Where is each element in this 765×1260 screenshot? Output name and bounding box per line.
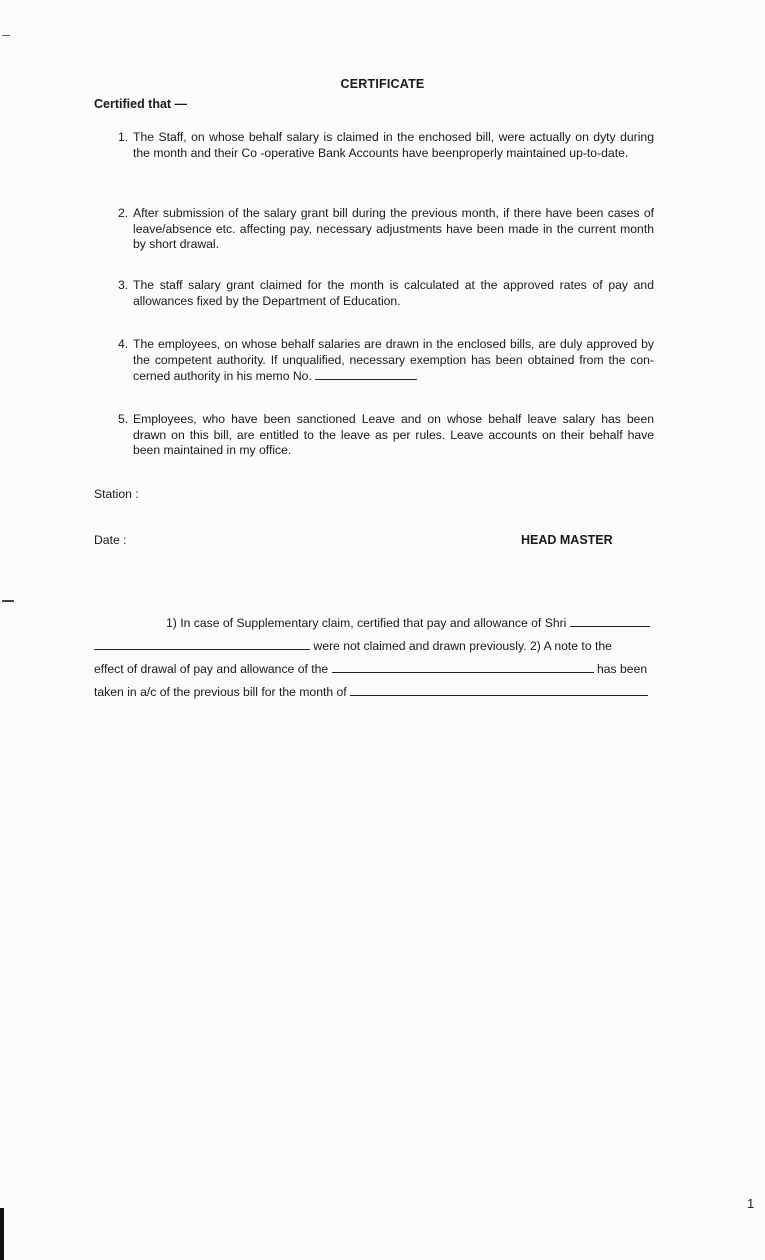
list-item (118, 206, 654, 253)
supplementary-text: 1) In case of Supplementary claim, certified that pay and allowance of Shri (166, 616, 567, 630)
post-blank[interactable] (332, 661, 594, 673)
supplementary-text: taken in a/c of the previous bill for the month of (94, 685, 347, 699)
supplementary-text: effect of drawal of pay and allowance of the (94, 662, 329, 676)
list-item (118, 130, 654, 161)
scan-edge (0, 1208, 4, 1260)
station-label: Station : (94, 487, 139, 501)
item-text: Employees, who have been sanctioned Leave and on whose behalf leave salary has been drawn on this bill, are entitled to the leave as per rules. Leave accounts on their behalf have been maintained in my office. (133, 412, 654, 457)
period-blank[interactable] (94, 638, 310, 650)
memo-number-blank[interactable] (315, 368, 417, 380)
item-text: The Staff, on whose behalf salary is claimed in the enchosed bill, were actually on dyty during the month and their Co -operative Bank Accounts have beenproperly maintained up-to-date. (133, 130, 654, 160)
item-text: After submission of the salary grant bill during the previous month, if there have been cases of leave/absence etc. affecting pay, necessary adjustments have been made in the current month by short drawal. (133, 206, 654, 251)
signatory-title: HEAD MASTER (521, 533, 613, 547)
supplementary-text: were not claimed and drawn previously. 2) A note to the (313, 639, 612, 653)
item-number: 4. (118, 337, 129, 351)
item-text: The employees, on whose behalf salaries are drawn in the enclosed bills, are duly approved by the competent authority. If unqualified, necessary exemption has been obtained from the con-cerned authority in his memo No. (133, 337, 654, 383)
item-number: 3. (118, 278, 129, 292)
item-text: The staff salary grant claimed for the month is calculated at the approved rates of pay and allowances fixed by the Department of Education. (133, 278, 654, 308)
scan-mark (2, 600, 14, 602)
item-number: 1. (118, 130, 129, 144)
month-blank[interactable] (350, 684, 648, 696)
employee-name-blank[interactable] (570, 615, 650, 627)
certified-intro: Certified that — (94, 97, 188, 111)
list-item (118, 412, 654, 459)
document-title: CERTIFICATE (340, 77, 425, 91)
supplementary-text: has been (596, 662, 648, 676)
item-number: 5. (118, 412, 129, 426)
item-number: 2. (118, 206, 129, 220)
supplementary-claim-note (94, 612, 652, 704)
list-item (118, 278, 654, 309)
date-label: Date : (94, 533, 127, 547)
list-item (118, 337, 654, 385)
page-number: 1 (747, 1196, 755, 1211)
scan-mark (2, 35, 10, 36)
